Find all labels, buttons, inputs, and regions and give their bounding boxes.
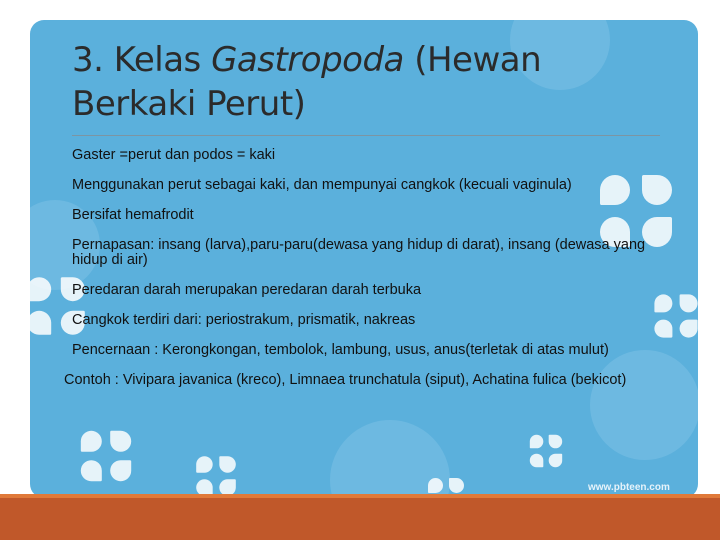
flower-decoration-icon <box>196 456 236 496</box>
flower-decoration-icon <box>81 431 131 481</box>
list-item: Contoh : Vivipara javanica (kreco), Limnaea trunchatula (siput), Achatina fulica (bekicot) <box>64 372 627 388</box>
watermark-text: www.pbteen.com <box>588 482 670 493</box>
list-item: Peredaran darah merupakan peredaran darah terbuka <box>72 282 422 298</box>
list-item: Pernapasan: insang (larva),paru-paru(dewasa yang hidup di darat), insang (dewasa yang hidup di air) <box>72 237 646 268</box>
list-item: Menggunakan perut sebagai kaki, dan mempunyai cangkok (kecuali vaginula) <box>72 177 572 193</box>
footer-bar <box>0 498 720 540</box>
list-item: Bersifat hemafrodit <box>72 207 194 223</box>
list-item: Pencernaan : Kerongkongan, tembolok, lambung, usus, anus(terletak di atas mulut) <box>72 342 609 358</box>
title-divider <box>72 135 660 136</box>
slide-title <box>72 38 652 126</box>
title-italic: Gastropoda <box>211 40 404 80</box>
list-item: Cangkok terdiri dari: periostrakum, prismatik, nakreas <box>72 312 416 328</box>
flower-decoration-icon <box>530 435 562 467</box>
title-suffix: (Hewan Berkaki Perut) <box>72 40 542 124</box>
bullet-list <box>64 147 662 403</box>
list-item: Gaster =perut dan podos = kaki <box>72 147 276 163</box>
title-prefix: 3. Kelas <box>72 40 212 80</box>
